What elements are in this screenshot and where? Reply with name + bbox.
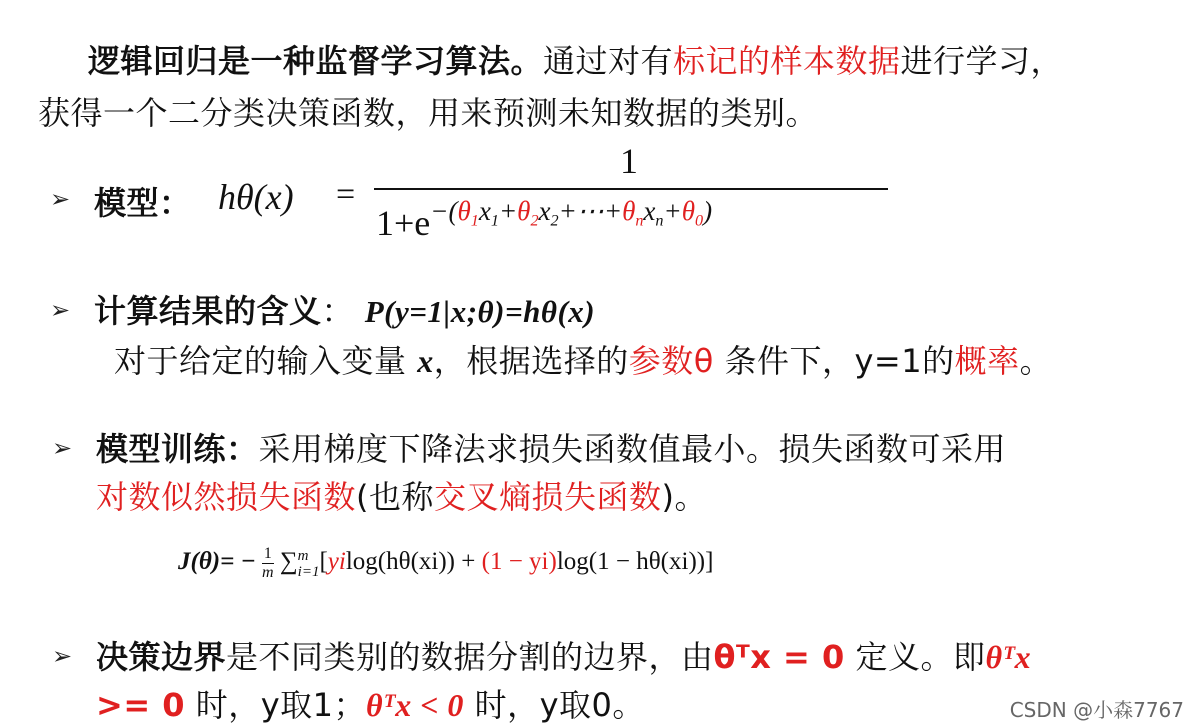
boundary-line-1: 决策边界是不同类别的数据分割的边界，由θᵀx = 0 定义。即θᵀx bbox=[96, 638, 1032, 676]
watermark: CSDN @小森7767 bbox=[1009, 698, 1184, 722]
model-numerator: 1 bbox=[620, 141, 638, 181]
boundary-label: 决策边界 bbox=[96, 638, 227, 676]
loss-formula: J(θ)= − $\frac{1}{m}$ ∑ m i=1 [yilog(hθ(xi)) + (1 − yi)log(1 − hθ(xi))] bbox=[178, 545, 714, 581]
bullet-icon: ➢ bbox=[52, 642, 73, 670]
loss-fraction: $\frac{1}{m}$ bbox=[262, 545, 274, 581]
bullet-icon: ➢ bbox=[52, 434, 73, 462]
training-red-1: 对数似然损失函数 bbox=[96, 478, 357, 516]
meaning-label: 计算结果的含义 bbox=[94, 292, 322, 330]
intro-p1-end: 进行学习， bbox=[900, 42, 1064, 80]
meaning-red-param: 参数θ bbox=[628, 342, 714, 380]
intro-line-2: 获得一个二分类决策函数，用来预测未知数据的类别。 bbox=[38, 94, 819, 132]
meaning-line-1 bbox=[94, 286, 595, 332]
den-prefix: 1+e bbox=[376, 202, 431, 243]
model-lhs: hθ(x) bbox=[218, 177, 294, 217]
bullet-icon: ➢ bbox=[50, 185, 71, 213]
model-eq: = bbox=[336, 176, 356, 213]
intro-red: 标记的样本数据 bbox=[673, 42, 901, 80]
intro-p1: 通过对有 bbox=[543, 42, 674, 80]
training-line-1: 模型训练：采用梯度下降法求损失函数值最小。损失函数可采用 bbox=[96, 430, 1007, 468]
model-label: 模型： bbox=[94, 184, 192, 222]
meaning-formula: P(y=1|x;θ)=hθ(x) bbox=[364, 294, 596, 329]
model-fraction-line bbox=[374, 188, 888, 190]
boundary-line-2: >= 0 时，y取1；θᵀx < 0 时，y取0。 bbox=[96, 686, 645, 724]
boundary-red-eq: θᵀx = 0 bbox=[713, 638, 845, 676]
meaning-colon: ： bbox=[321, 292, 355, 330]
den-exponent: −(θ1x1+θ2x2+⋯+θnxn+θ0) bbox=[430, 196, 713, 230]
training-label: 模型训练： bbox=[96, 430, 259, 468]
meaning-line-2: 对于给定的输入变量 x，根据选择的参数θ 条件下，y=1的概率。 bbox=[114, 342, 1053, 380]
bullet-icon: ➢ bbox=[50, 296, 71, 324]
intro-bold: 逻辑回归是一种监督学习算法。 bbox=[88, 42, 544, 80]
training-red-2: 交叉熵损失函数 bbox=[434, 478, 662, 516]
training-line-2: 对数似然损失函数(也称交叉熵损失函数)。 bbox=[96, 478, 708, 516]
meaning-red-prob: 概率 bbox=[954, 342, 1020, 380]
model-denominator bbox=[376, 196, 712, 244]
intro-line-1 bbox=[88, 36, 1063, 82]
